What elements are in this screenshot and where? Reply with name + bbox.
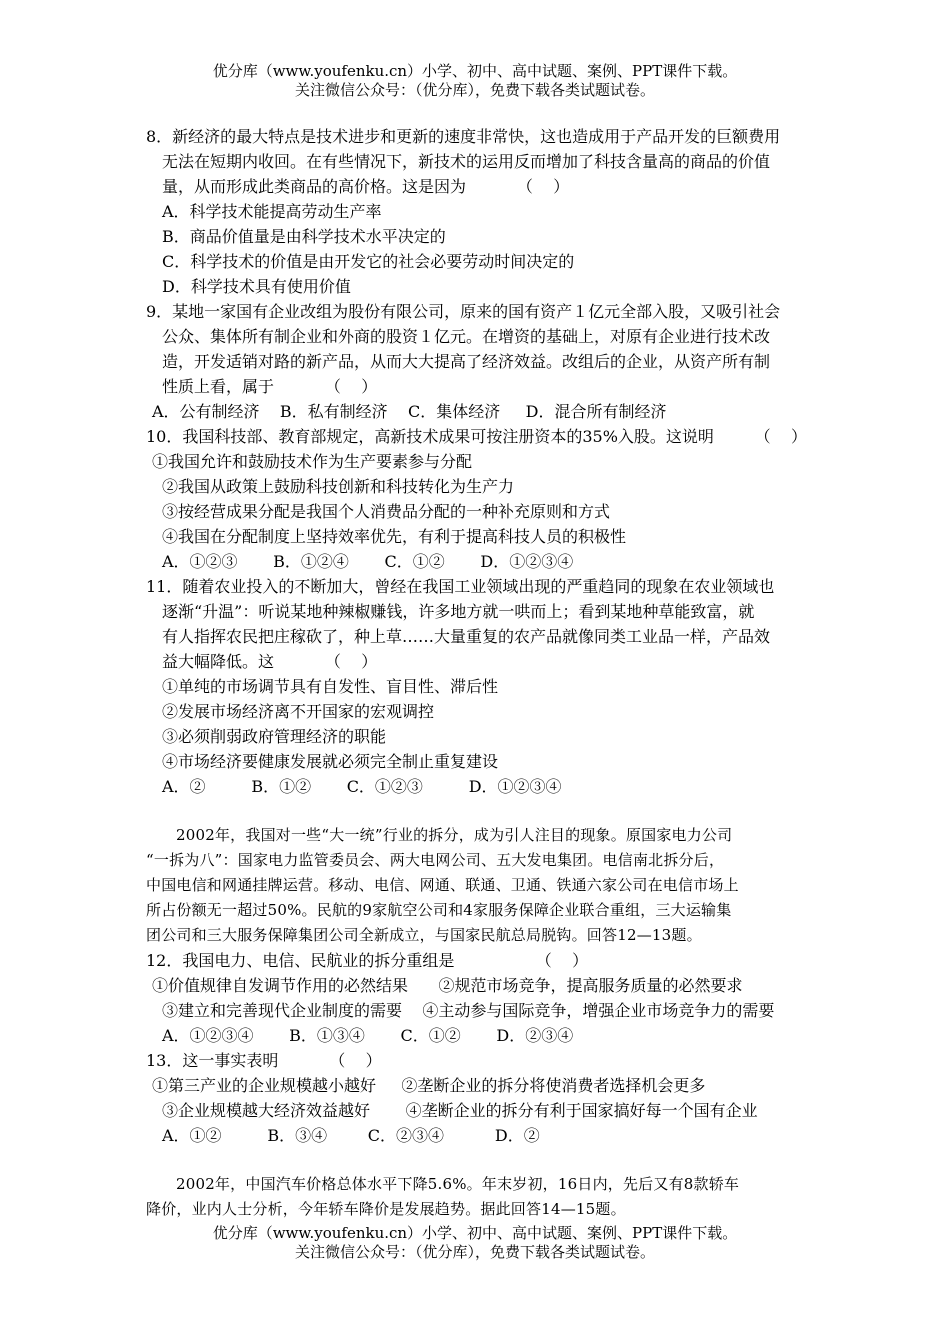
options-row: A．①② B．③④ C．②③④ D．② [162,1126,540,1145]
header-line-2: 关注微信公众号：（优分库），免费下载各类试题试卷。 [294,81,655,99]
passage-line: 所占份额无一超过50%。民航的9家航空公司和4家服务保障企业联合重组，三大运输集 [146,901,732,919]
passage-line: 2002年，中国汽车价格总体水平下降5.6%。年末岁初，16日内，先后又有8款轿车 [176,1175,740,1193]
question-text: 造，开发适销对路的新产品，从而大大提高了经济效益。改组后的企业，从资产所有制 [162,352,771,371]
statements-3-4: ③建立和完善现代企业制度的需要 ④主动参与国际竞争，增强企业市场竞争力的需要 [162,1001,775,1020]
question-text: 9．某地一家国有企业改组为股份有限公司，原来的国有资产１亿元全部入股，又吸引社会 [146,302,781,321]
reading-passage-1 [146,823,811,948]
options-row: A．①②③④ B．①③④ C．①② D．②③④ [162,1026,574,1045]
statement-3: ③必须削弱政府管理经济的职能 [162,727,387,746]
question-text: 无法在短期内收回。在有些情况下，新技术的运用反而增加了科技含量高的商品的价值 [162,152,771,171]
spacer [146,1148,811,1172]
passage-line: “一拆为八”：国家电力监管委员会、两大电网公司、五大发电集团。电信南北拆分后， [146,851,725,869]
exam-content [146,124,811,1222]
footer-line-2: 关注微信公众号：（优分库），免费下载各类试题试卷。 [294,1243,655,1261]
question-8 [146,124,811,299]
question-text: 逐渐“升温”：听说某地种辣椒赚钱，许多地方就一哄而上；看到某地种草能致富，就 [162,602,755,621]
statement-1: ①单纯的市场调节具有自发性、盲目性、滞后性 [162,677,499,696]
page-header [0,62,950,100]
question-text: 11．随着农业投入的不断加大，曾经在我国工业领域出现的严重趋同的现象在农业领域也 [146,577,775,596]
question-13 [146,1048,811,1148]
option-d: D．科学技术具有使用价值 [162,277,351,296]
question-text: 10．我国科技部、教育部规定，高新技术成果可按注册资本的35%入股。这说明 （ ） [146,427,807,446]
header-line-1: 优分库（www.youfenku.cn）小学、初中、高中试题、案例、PPT课件下载。 [212,62,738,80]
question-text: 公众、集体所有制企业和外商的股资１亿元。在增资的基础上，对原有企业进行技术改 [162,327,771,346]
statement-1: ①我国允许和鼓励技术作为生产要素参与分配 [152,452,473,471]
statement-4: ④市场经济要健康发展就必须完全制止重复建设 [162,752,499,771]
option-a: A．科学技术能提高劳动生产率 [162,202,382,221]
question-text: 13．这一事实表明 （ ） [146,1051,382,1070]
reading-passage-2 [146,1172,811,1222]
question-text: 性质上看，属于 （ ） [162,377,378,396]
passage-line: 2002年，我国对一些“大一统”行业的拆分，成为引人注目的现象。原国家电力公司 [176,826,733,844]
page-footer [0,1224,950,1262]
question-9 [146,299,811,424]
statement-4: ④我国在分配制度上坚持效率优先，有利于提高科技人员的积极性 [162,527,627,546]
statements-3-4: ③企业规模越大经济效益越好 ④垄断企业的拆分有利于国家搞好每一个国有企业 [162,1101,758,1120]
question-text: 12．我国电力、电信、民航业的拆分重组是 （ ） [146,951,589,970]
question-text: 益大幅降低。这 （ ） [162,652,378,671]
option-b: B．商品价值量是由科学技术水平决定的 [162,227,446,246]
question-11 [146,574,811,799]
options-row: A．①②③ B．①②④ C．①② D．①②③④ [162,552,574,571]
passage-line: 团公司和三大服务保障集团公司全新成立，与国家民航总局脱钩。回答12—13题。 [146,926,702,944]
statements-1-2: ①价值规律自发调节作用的必然结果 ②规范市场竞争，提高服务质量的必然要求 [152,976,743,995]
question-text: 有人指挥农民把庄稼砍了，种上草……大量重复的农产品就像同类工业品一样，产品效 [162,627,771,646]
footer-line-1: 优分库（www.youfenku.cn）小学、初中、高中试题、案例、PPT课件下载。 [212,1224,738,1242]
passage-line: 降价，业内人士分析，今年轿车降价是发展趋势。据此回答14—15题。 [146,1200,626,1218]
question-text: 量，从而形成此类商品的高价格。这是因为 （ ） [162,177,570,196]
statement-3: ③按经营成果分配是我国个人消费品分配的一种补充原则和方式 [162,502,611,521]
options-row: A．公有制经济 B．私有制经济 C．集体经济 D．混合所有制经济 [152,402,667,421]
statements-1-2: ①第三产业的企业规模越小越好 ②垄断企业的拆分将使消费者选择机会更多 [152,1076,706,1095]
question-text: 8．新经济的最大特点是技术进步和更新的速度非常快，这也造成用于产品开发的巨额费用 [146,127,781,146]
passage-line: 中国电信和网通挂牌运营。移动、电信、网通、联通、卫通、铁通六家公司在电信市场上 [146,876,739,894]
statement-2: ②我国从政策上鼓励科技创新和科技转化为生产力 [162,477,515,496]
options-row: A．② B．①② C．①②③ D．①②③④ [162,777,562,796]
spacer [146,799,811,823]
statement-2: ②发展市场经济离不开国家的宏观调控 [162,702,435,721]
question-10 [146,424,811,574]
question-12 [146,948,811,1048]
option-c: C．科学技术的价值是由开发它的社会必要劳动时间决定的 [162,252,575,271]
